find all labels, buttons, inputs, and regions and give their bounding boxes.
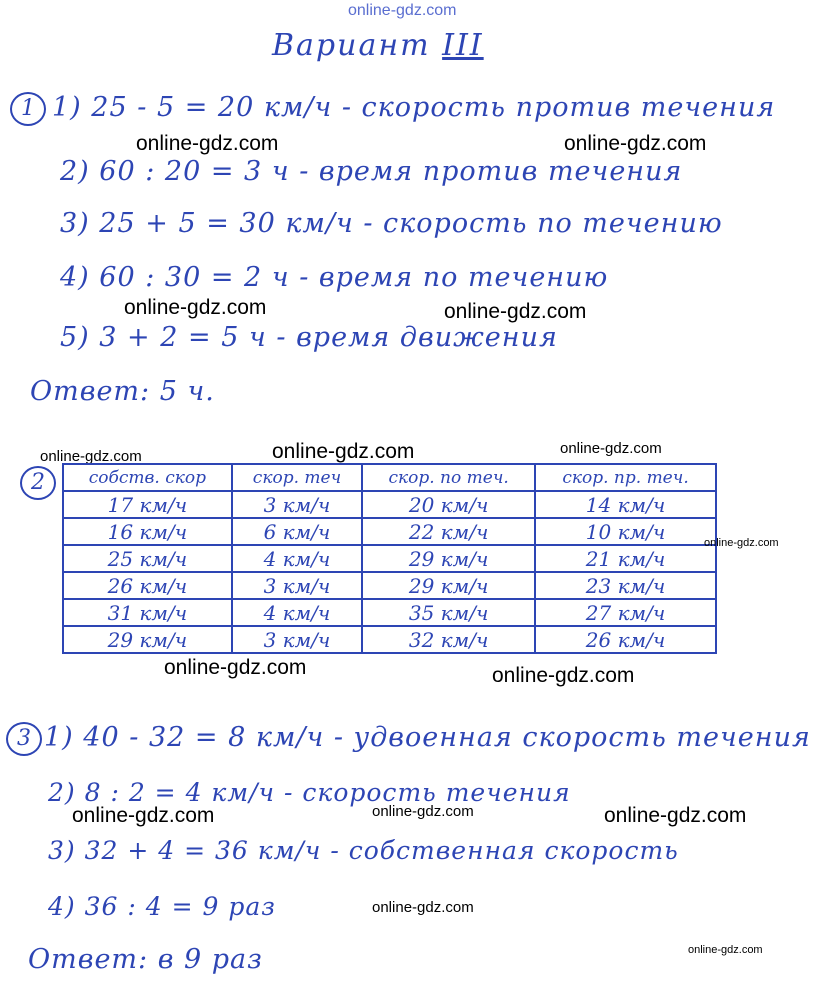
task1-number: 1 [10,92,46,126]
watermark-top: online-gdz.com [348,2,457,19]
task1-line-5: 5) 3 + 2 = 5 ч - время движения [60,322,558,353]
watermark: online-gdz.com [40,448,142,465]
table-row [63,545,716,572]
table-cell: 27 км/ч [535,599,716,626]
table-cell: 4 км/ч [232,545,362,572]
table-row [63,518,716,545]
table-cell: 10 км/ч [535,518,716,545]
table-cell: 23 км/ч [535,572,716,599]
table-cell: 4 км/ч [232,599,362,626]
table-cell: 29 км/ч [63,626,232,653]
table-cell: 21 км/ч [535,545,716,572]
watermark: online-gdz.com [272,440,415,463]
table-cell: 29 км/ч [362,545,535,572]
table-cell: 17 км/ч [63,491,232,518]
table-row [63,491,716,518]
task3-answer: Ответ: в 9 раз [28,944,263,975]
variant-word: Вариант [272,28,431,63]
table-header-row [63,464,716,491]
table-cell: 6 км/ч [232,518,362,545]
task1-answer: Ответ: 5 ч. [30,376,215,407]
watermark: online-gdz.com [124,296,267,319]
table-cell: 3 км/ч [232,626,362,653]
table-header-cell: скор. по теч. [362,464,535,491]
task1-line-3: 3) 25 + 5 = 30 км/ч - скорость по течению [60,208,723,239]
table-header-cell: скор. теч [232,464,362,491]
task2-number: 2 [20,466,56,500]
table-cell: 26 км/ч [63,572,232,599]
table-cell: 3 км/ч [232,491,362,518]
watermark: online-gdz.com [372,899,474,916]
watermark: online-gdz.com [560,440,662,457]
table-cell: 26 км/ч [535,626,716,653]
table-cell: 25 км/ч [63,545,232,572]
watermark: online-gdz.com [444,300,587,323]
table-header-cell: скор. пр. теч. [535,464,716,491]
task1-line-2: 2) 60 : 20 = 3 ч - время против течения [60,156,683,187]
watermark: online-gdz.com [704,537,779,549]
watermark: online-gdz.com [688,944,763,956]
watermark: online-gdz.com [604,804,747,827]
watermark: online-gdz.com [164,656,307,679]
task3-line-2: 2) 8 : 2 = 4 км/ч - скорость течения [48,778,571,807]
watermark: online-gdz.com [372,803,474,820]
watermark: online-gdz.com [72,804,215,827]
task3-line-4: 4) 36 : 4 = 9 раз [48,892,276,921]
task1-line-4: 4) 60 : 30 = 2 ч - время по течению [60,262,609,293]
table-row [63,572,716,599]
task3-line-3: 3) 32 + 4 = 36 км/ч - собственная скорость [48,836,679,865]
table-cell: 16 км/ч [63,518,232,545]
table-row [63,599,716,626]
table-cell: 20 км/ч [362,491,535,518]
table-row [63,626,716,653]
task1-line-1: 1) 25 - 5 = 20 км/ч - скорость против течения [52,92,776,123]
watermark: online-gdz.com [136,132,279,155]
table-header-cell: собств. скор [63,464,232,491]
table-cell: 22 км/ч [362,518,535,545]
speed-table [62,463,717,654]
table-cell: 31 км/ч [63,599,232,626]
variant-title [272,28,484,63]
task3-line-1: 1) 40 - 32 = 8 км/ч - удвоенная скорость течения [44,722,811,753]
watermark: online-gdz.com [564,132,707,155]
table-cell: 35 км/ч [362,599,535,626]
table-cell: 29 км/ч [362,572,535,599]
table-cell: 32 км/ч [362,626,535,653]
table-cell: 14 км/ч [535,491,716,518]
variant-roman: III [442,28,484,63]
watermark: online-gdz.com [492,664,635,687]
table-cell: 3 км/ч [232,572,362,599]
task3-number: 3 [6,722,42,756]
